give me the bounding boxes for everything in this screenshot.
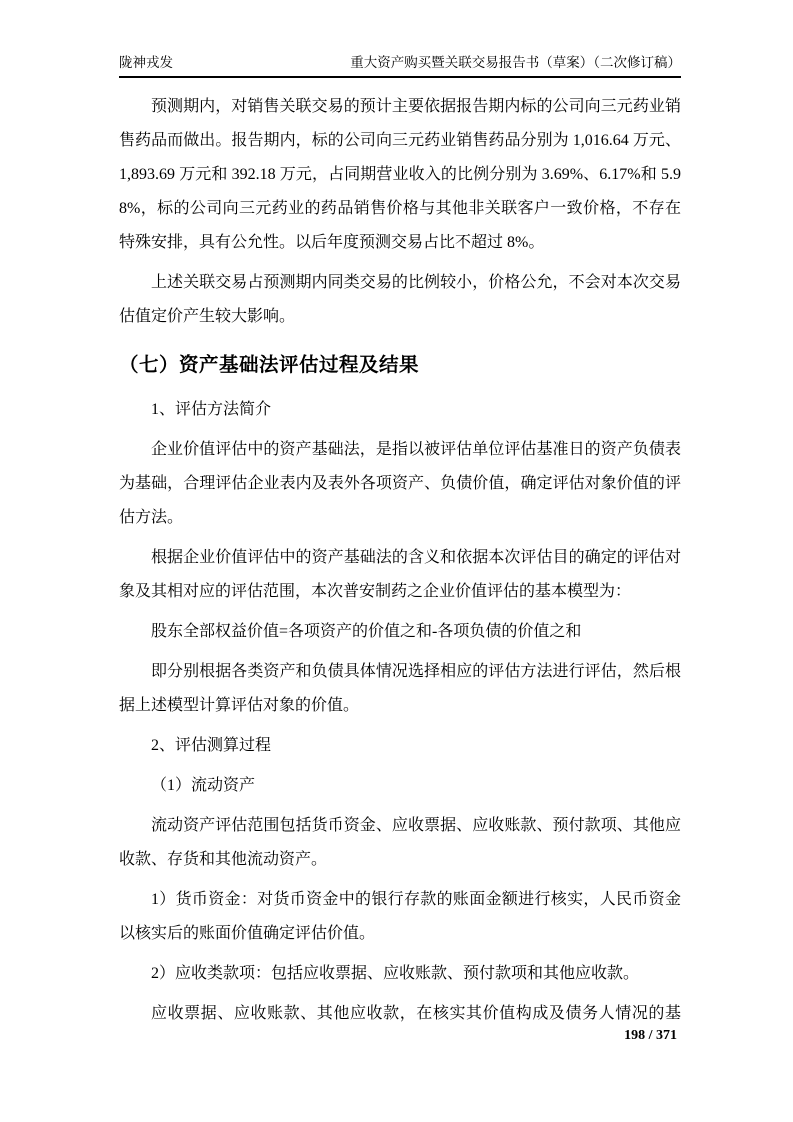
paragraph-monetary-funds: 1）货币资金：对货币资金中的银行存款的账面金额进行核实，人民币资金以核实后的账面价值确定评估价值。	[119, 891, 681, 942]
paragraph-equity-formula: 股东全部权益价值=各项资产的价值之和-各项负债的价值之和	[151, 623, 582, 640]
paragraph-forecast-related-sales: 预测期内，对销售关联交易的预计主要依据报告期内标的公司向三元药业销售药品而做出。报告期内，标的公司向三元药业销售药品分别为 1,016.64 万元、1,893.69 万元和 392.18 万元，占同期营业收入的比例分别为 3.69%、6.17%和 5.98%，标的公司向三元药业的药品销售价格与其他非关联客户一致价格，不存在特殊安排，具有公允性。以后年度预测交易占比不超过 8%。	[119, 98, 681, 251]
sub-heading-method-intro: 1、评估方法简介	[151, 401, 272, 418]
header-company-abbrev: 陇神戎发	[119, 55, 173, 70]
paragraph-receivables-detail-cutoff: 应收票据、应收账款、其他应收款，在核实其价值构成及债务人情况的基	[151, 1005, 681, 1022]
document-body	[119, 78, 681, 1031]
sub-heading-current-assets: （1）流动资产	[151, 777, 256, 794]
page-number: 198 / 371	[624, 1028, 677, 1043]
sub-heading-valuation-process: 2、评估测算过程	[151, 737, 272, 754]
paragraph-asset-based-definition: 企业价值评估中的资产基础法，是指以被评估单位评估基准日的资产负债表为基础，合理评估企业表内及表外各项资产、负债价值，确定评估对象价值的评估方法。	[119, 441, 681, 526]
paragraph-receivables: 2）应收类款项：包括应收票据、应收账款、预付款项和其他应收款。	[151, 965, 640, 982]
paragraph-pricing-impact: 上述关联交易占预测期内同类交易的比例较小，价格公允，不会对本次交易估值定价产生较大影响。	[119, 274, 681, 325]
header-report-title: 重大资产购买暨关联交易报告书（草案）（二次修订稿）	[350, 55, 681, 70]
page-header	[119, 54, 681, 78]
paragraph-method-application: 即分别根据各类资产和负债具体情况选择相应的评估方法进行评估，然后根据上述模型计算评估对象的价值。	[119, 663, 681, 714]
paragraph-current-assets-scope: 流动资产评估范围包括货币资金、应收票据、应收账款、预付款项、其他应收款、存货和其他流动资产。	[119, 817, 681, 868]
paragraph-valuation-model-basis: 根据企业价值评估中的资产基础法的含义和依据本次评估目的确定的评估对象及其相对应的评估范围，本次普安制药之企业价值评估的基本模型为：	[119, 549, 681, 600]
section-heading-asset-based-valuation: （七）资产基础法评估过程及结果	[119, 354, 420, 376]
